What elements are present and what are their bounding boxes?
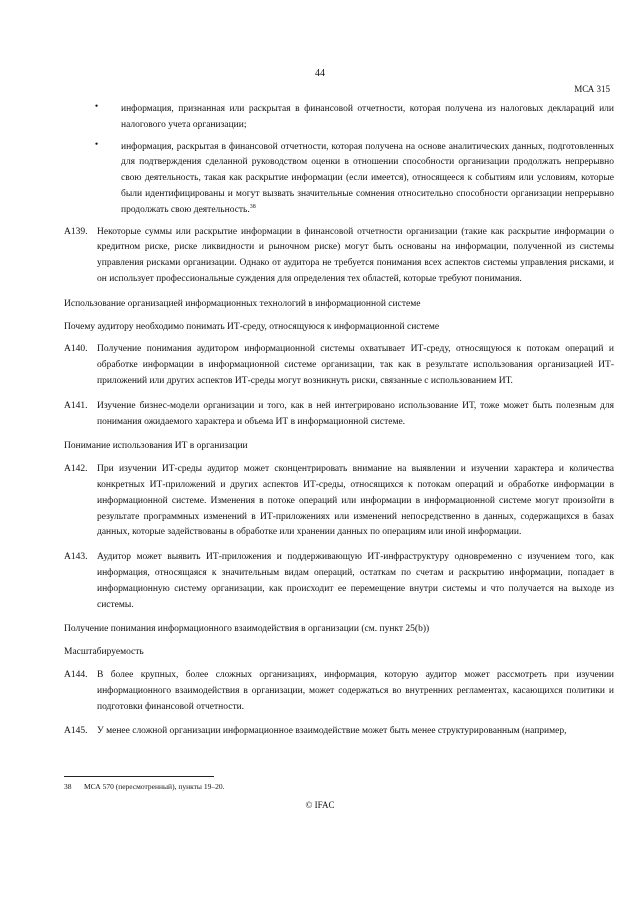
paragraph-number: A143. [64,552,88,563]
standard-header: МСА 315 [574,84,610,94]
paragraph-number: A139. [64,226,88,237]
section-heading: Использование организацией информационных технологий в информационной системе [64,298,421,309]
paragraph-number: A145. [64,726,88,737]
bullet-item [64,102,614,134]
section-heading: Получение понимания информационного взаимодействия в организации (см. пункт 25(b)) [64,624,430,635]
paragraph-text: В более крупных, более сложных организациях, информация, которую аудитор может рассмотреть при изучении информационного взаимодействия в организации, может содержаться во внутренних регламентах, касающихся политики и подготовки финансовой отчетности. [97,669,614,712]
paragraph-text: Изучение бизнес-модели организации и того, как в ней интегрировано использование ИТ, тоже может быть полезным для понимания ожидаемого характера и объема ИТ в информационной системе. [97,400,614,427]
footnote-divider [64,776,214,777]
bullet-text: информация, признанная или раскрытая в финансовой отчетности, которая получена из налоговых деклараций или налогового учета организации; [121,104,614,130]
paragraph-a140 [64,342,614,389]
paragraph-number: A141. [64,400,88,411]
paragraph-number: A140. [64,344,88,355]
subsection-heading: Понимание использования ИТ в организации [64,441,248,452]
footnote-number: 38 [64,782,72,791]
subsection-heading: Почему аудитору необходимо понимать ИТ-среду, относящуюся к информационной системе [64,321,440,332]
paragraph-number: A144. [64,669,88,680]
paragraph-a143 [64,550,614,613]
bullet-text: информация, раскрытая в финансовой отчетности, которая получена на основе аналитических данных, подготовленных для подтверждения сделанной руководством оценки в отношении способности организации продолжать непрерывно свою деятельность, такая как раскрытие информации (если имеется), относящееся к событиям или условиям, которые были идентифицированы и могут вызвать значительные сомнения относительно способности организации непрерывно продолжать свою деятельность.$^{38}$ [121,141,614,215]
bullet-icon: • [94,102,99,112]
bullet-item [64,140,614,219]
paragraph-text: У менее сложной организации информационное взаимодействие может быть менее структурированным (например, [97,726,567,737]
paragraph-a142 [64,462,614,541]
page-number: 44 [315,68,325,79]
paragraph-a145 [64,724,614,740]
paragraph-number: A142. [64,464,88,475]
paragraph-text: При изучении ИТ-среды аудитор может сконцентрировать внимание на выявлении и изучении характера и количества конкретных ИТ-приложений и других аспектов ИТ-среды, относящихся к потокам операций и обработке информации в информационной системе. Изменения в потоке операций или информации в информационной системе могут произойти в результате программных изменений в ИТ-приложениях или изменений непосредственно в данных, содержащихся в базах данных, которые задействованы в обработке или хранении данных по операциям или иной информации. [97,464,614,538]
paragraph-a144 [64,668,614,715]
footnote [64,782,224,791]
footnote-ref: 38 [249,203,256,210]
paragraph-text: Аудитор может выявить ИТ-приложения и поддерживающую ИТ-инфраструктуру одновременно с изучением того, как информация, относящаяся к значительным видам операций, остаткам по счетам и раскрытию информации, попадает в информационную систему организации, как происходит ее перемещение внутри системы и что получается на выходе из системы. [97,552,614,610]
copyright-footer: © IFAC [305,800,335,810]
paragraph-a141 [64,399,614,431]
paragraph-text: Некоторые суммы или раскрытие информации в финансовой отчетности организации (такие как раскрытие информации о кредитном риске, риске ликвидности и рыночном риске) могут быть основаны на информации, полученной из системы управления рисками организации. Однако от аудитора не требуется понимания всех аспектов системы управления рисками, и он использует профессиональные суждения для определения тех областей, которые требуют понимания. [97,226,614,284]
subsection-heading: Масштабируемость [64,647,144,658]
footnote-text: МСА 570 (пересмотренный), пункты 19–20. [84,782,225,791]
bullet-icon: • [94,139,99,150]
page-body [64,102,614,749]
paragraph-a139 [64,225,614,288]
paragraph-text: Получение понимания аудитором информационной системы охватывает ИТ-среду, относящуюся к потокам операций и обработке информации в информационной системе организации, так как в результате использования организацией ИТ-приложений или других аспектов ИТ-среды могут возникнуть риски, связанные с использованием ИТ. [97,344,614,386]
